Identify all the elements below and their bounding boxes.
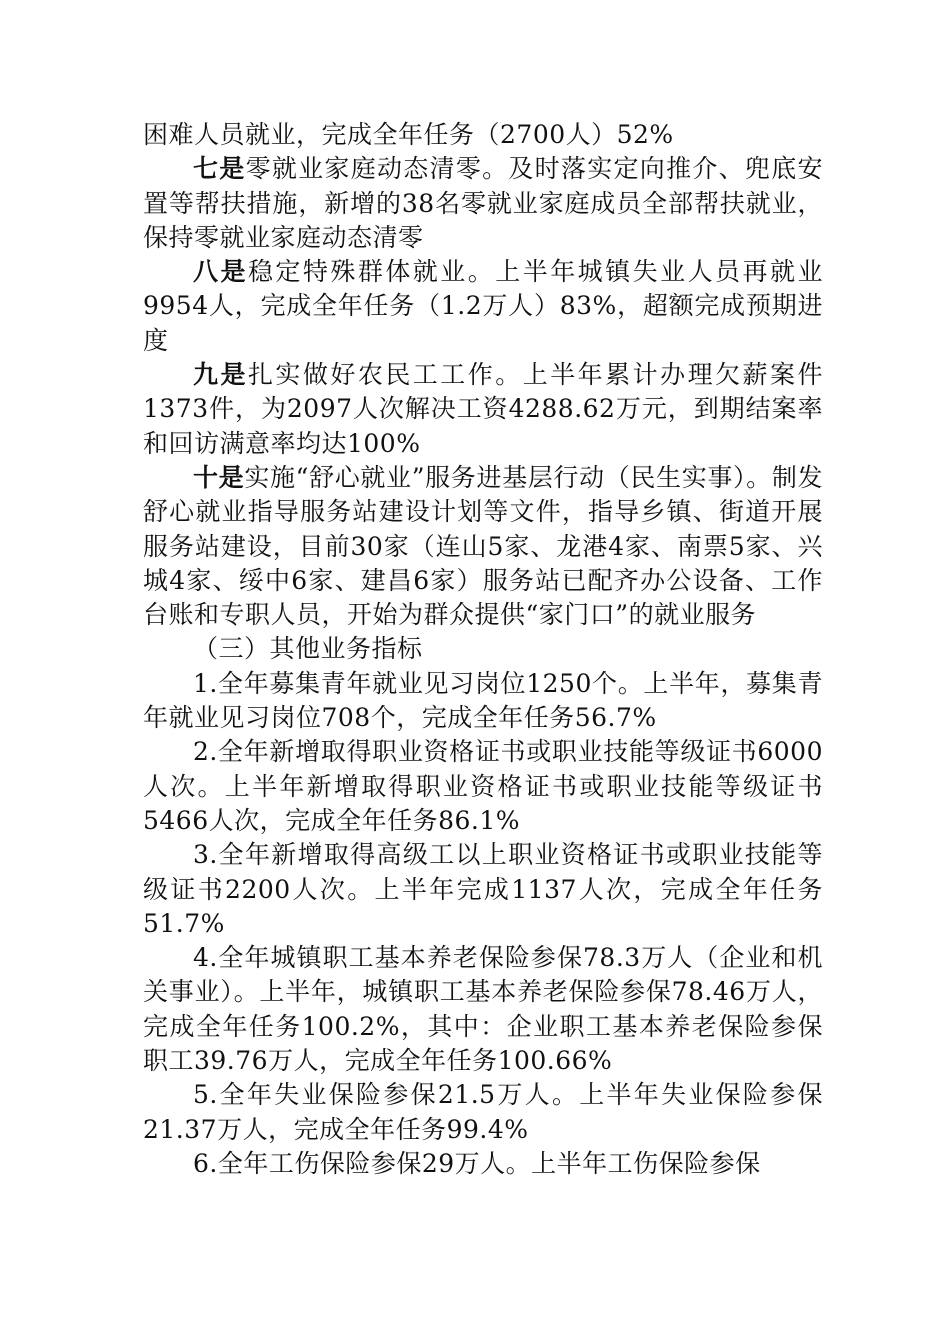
paragraph-text: 困难人员就业，完成全年任务（2700人）52% bbox=[143, 120, 674, 149]
document-page bbox=[143, 118, 823, 1181]
indicator-item: 5.全年失业保险参保21.5万人。上半年失业保险参保21.37万人，完成全年任务99.4% bbox=[143, 1080, 823, 1144]
paragraph-lead: 七是 bbox=[193, 154, 246, 184]
paragraph-text: 稳定特殊群体就业。上半年城镇失业人员再就业9954人，完成全年任务（1.2万人）83%，超额完成预期进度 bbox=[143, 257, 823, 355]
indicator-item: 4.全年城镇职工基本养老保险参保78.3万人（企业和机关事业）。上半年，城镇职工基本养老保险参保78.46万人，完成全年任务100.2%，其中：企业职工基本养老保险参保职工39.76万人，完成全年任务100.66% bbox=[143, 943, 823, 1076]
paragraph-item-ten bbox=[143, 461, 823, 632]
paragraph-text: 扎实做好农民工工作。上半年累计办理欠薪案件1373件，为2097人次解决工资4288.62万元，到期结案率和回访满意率均达100% bbox=[143, 360, 823, 458]
paragraph-lead: 八是 bbox=[193, 257, 248, 287]
paragraph-text: 零就业家庭动态清零。及时落实定向推介、兜底安置等帮扶措施，新增的38名零就业家庭成员全部帮扶就业，保持零就业家庭动态清零 bbox=[143, 154, 823, 252]
section-heading: （三）其他业务指标 bbox=[193, 634, 423, 664]
paragraph-continued bbox=[143, 118, 823, 152]
paragraph-lead: 九是 bbox=[193, 360, 248, 390]
paragraph-item-seven bbox=[143, 152, 823, 255]
indicator-item: 6.全年工伤保险参保29万人。上半年工伤保险参保 bbox=[193, 1148, 761, 1178]
indicator-item: 3.全年新增取得高级工以上职业资格证书或职业技能等级证书2200人次。上半年完成1137人次，完成全年任务51.7% bbox=[143, 840, 823, 938]
indicator-item: 2.全年新增取得职业资格证书或职业技能等级证书6000人次。上半年新增取得职业资格证书或职业技能等级证书5466人次，完成全年任务86.1% bbox=[143, 737, 823, 835]
paragraph-item-nine bbox=[143, 358, 823, 461]
indicator-item: 1.全年募集青年就业见习岗位1250个。上半年，募集青年就业见习岗位708个，完成全年任务56.7% bbox=[143, 668, 823, 733]
paragraph-text: 实施“舒心就业”服务进基层行动（民生实事）。制发舒心就业指导服务站建设计划等文件，指导乡镇、街道开展服务站建设，目前30家（连山5家、龙港4家、南票5家、兴城4家、绥中6家、建昌6家）服务站已配齐办公设备、工作台账和专职人员，开始为群众提供“家门口”的就业服务 bbox=[143, 462, 823, 630]
paragraph-item-eight bbox=[143, 255, 823, 358]
paragraph-lead: 十是 bbox=[193, 462, 245, 492]
